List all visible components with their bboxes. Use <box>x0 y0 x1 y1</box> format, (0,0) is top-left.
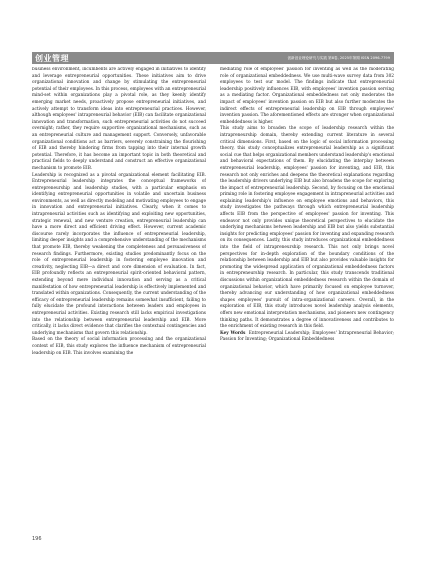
journal-issue-info: 创新创业理论研究与实践 第8卷, 2025年第期 ISSN 2096-7799 <box>287 55 390 60</box>
journal-header-bar <box>32 52 394 64</box>
keywords-label: Key Words <box>220 330 246 336</box>
right-text-column <box>220 67 394 537</box>
paragraph: business environment, incumbents are actively engaged in initiatives to identify and leverage entrepreneurial opportunities. These initiatives aim to drive organizational innovation and change by stimulating the entrepreneurial potential of their employees. In this process, employees with an entrepreneurial mind-set within organizations play a pivotal role, as they keenly identify emerging market needs, proactively propose entrepreneurial initiatives, and actively attempt to transform ideas into entrepreneurial practices. However, although employees' intrapreneurial behavior (EIB) can facilitate organizational innovation and transformation, such entrepreneurial activities do not succeed overnight; rather, they require supportive organizational mechanisms, such as an entrepreneurial culture and management support. Conversely, unfavorable organizational conditions act as barriers, severely constraining the flourishing of EIB and thereby hindering firms from tapping into their internal growth potential. Therefore, it has become an important topic in both theoretical and practical fields to deeply understand and construct an effective organizational mechanism to promote EIB. <box>32 67 206 171</box>
keywords-line <box>220 331 394 344</box>
paragraph: mediating role of employees' passion for inventing as well as the moderating role of organizational embeddedness. We use multi-wave survey data from 302 employees to test our model. The findings indicate that entrepreneurial leadership positively influences EIB, with employees' invention passion serving as a mediating factor. Organizational embeddedness not only moderates the impact of employees' invention passion on EIB but also further moderates the indirect effects of entrepreneurial leadership on EIB through employees' invention passion. The aforementioned effects are stronger when organizational embeddedness is higher. <box>220 67 394 125</box>
paragraph: This study aims to broaden the scope of leadership research within the intrapreneurship domain, thereby extending current literature in several critical dimensions. First, based on the logic of social information processing theory, this study conceptualizes entrepreneurial leadership as a significant social cue that helps organizational members understand leadership's emotional and behavioral expectations of them. By elucidating the interplay between entrepreneurial leadership, employees' passion for inventing, and EIB, this research not only enriches and deepens the theoretical explanations regarding the leadership drivers underlying EIB but also broadens the scope for exploring the impact of entrepreneurial leadership. Second, by focusing on the emotional priming role in fostering employee engagement in intrapreneurial activities and explaining leadership's influence on employee emotions and behaviors, this study investigates the pathways through which entrepreneurial leadership affects EIB from the perspective of employees' passion for inventing. This endeavor not only provides unique theoretical perspectives to elucidate the underlying mechanisms between leadership and EIB but also yields substantial insights for predicting employees' passion for inventing and expanding research on its consequences. Lastly, this study introduces organizational embeddedness into the field of intrapreneurship research. This not only brings novel perspectives for in-depth exploration of the boundary conditions of the relationship between leadership and EIB but also provides valuable insights for promoting the widespread application of organizational embeddedness factors in entrepreneurship research. In particular, this study transcends traditional discussions within organizational embeddedness research within the domain of organizational behavior, which have primarily focused on employee turnover, thereby advancing our understanding of how organizational embeddedness shapes employees' pursuit of intra-organizational careers. Overall, in the exploration of EIB, this study introduces novel leadership analysis elements, offers new emotional interpretation mechanisms, and pioneers new contingency thinking paths. It demonstrates a degree of innovativeness and contributes to the enrichment of existing research in this field. <box>220 126 394 330</box>
journal-brand: 创业管理 <box>35 53 69 63</box>
left-text-column <box>32 67 206 537</box>
page-number: 196 <box>32 536 42 542</box>
paragraph: Leadership is recognized as a pivotal organizational element facilitating EIB. Entrepreneurial leadership integrates the conceptual frameworks of entrepreneurship and leadership studies, with a particular emphasis on identifying entrepreneurial opportunities in volatile and uncertain business environments, as well as directly modeling and motivating employees to engage in innovation and entrepreneurial initiatives. Clearly, when it comes to intrapreneurial activities such as identifying and exploiting new opportunities, strategic renewal, and new venture creation, entrepreneurial leadership can have a more direct and efficient driving effect. However, current academic discourse rarely incorporates the influence of entrepreneurial leadership, limiting deeper insights and a comprehensive understanding of the mechanisms that promote EIB, thereby weakening the completeness and persuasiveness of research findings. Furthermore, existing studies predominantly focus on the role of entrepreneurial leadership in fostering employee innovation and creativity, neglecting EIB—a direct and core dimension of evaluation. In fact, EIB profoundly reflects an entrepreneurial spirit-oriented behavioral pattern, extending beyond mere individual innovation and serving as a critical manifestation of how entrepreneurial leadership is effectively implemented and translated within organizations. Consequently, the current understanding of the efficacy of entrepreneurial leadership remains somewhat insufficient, failing to fully elucidate the profound interactions between leaders and employees in entrepreneurial activities. Existing research still lacks empirical investigations into the relationship between entrepreneurial leadership and EIB. More critically, it lacks direct evidence that clarifies the contextual contingencies and underlying mechanisms that govern this relationship. <box>32 172 206 336</box>
paragraph: Based on the theory of social information processing and the organizational context of EIB, this study explores the influence mechanism of entrepreneurial leadership on EIB. This involves examining the <box>32 337 206 356</box>
keywords-text: Entrepreneurial Leadership; Employees' Intrapreneurial Behavior; Passion for Inventing; Organizational Embeddedness <box>220 330 394 343</box>
